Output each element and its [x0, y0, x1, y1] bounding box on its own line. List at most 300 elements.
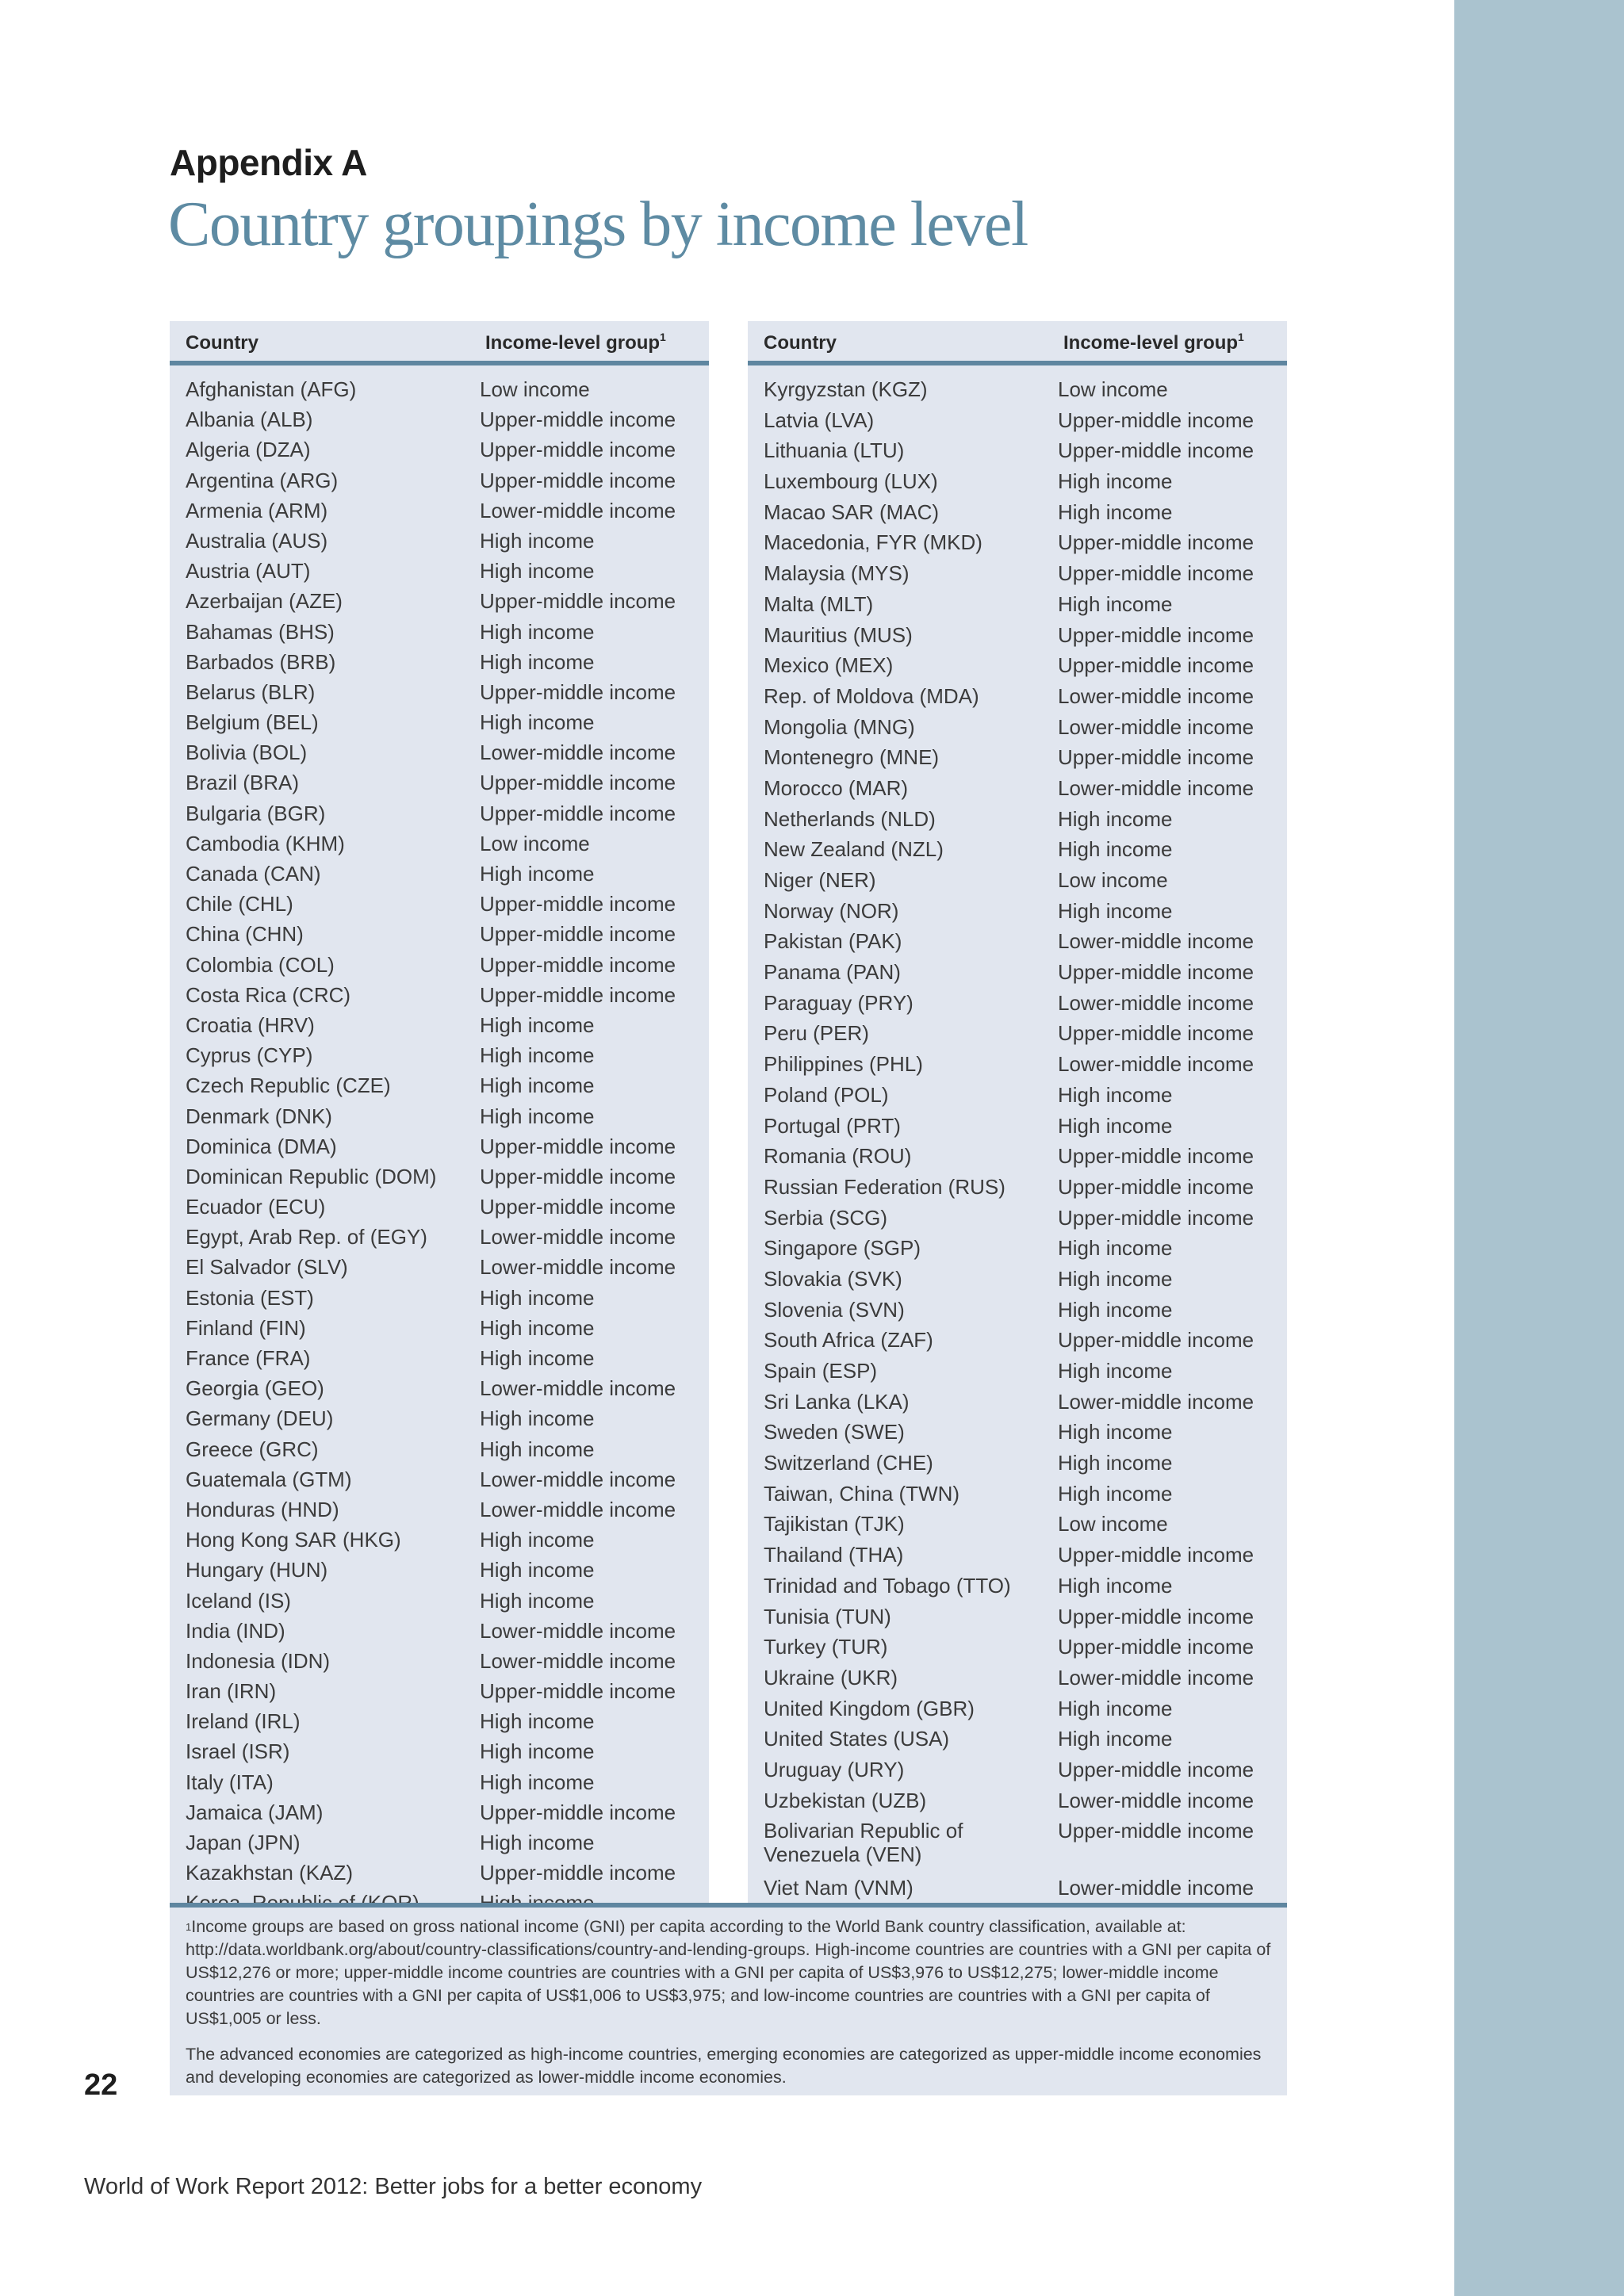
income-group-cell: High income [480, 1285, 595, 1310]
income-group-cell: Lower-middle income [1058, 1788, 1254, 1812]
country-cell: Mauritius (MUS) [764, 622, 913, 647]
country-cell: Slovenia (SVN) [764, 1297, 905, 1322]
income-group-cell: Low income [1058, 868, 1168, 892]
table-row [170, 1706, 709, 1736]
income-group-cell: Lower-middle income [1058, 775, 1254, 800]
income-group-cell: High income [480, 1709, 595, 1734]
table-row [170, 526, 709, 556]
table-row [170, 828, 709, 859]
table-row [170, 919, 709, 949]
country-cell: Croatia (HRV) [186, 1012, 315, 1037]
country-cell: India (IND) [186, 1618, 285, 1643]
table-row [748, 1264, 1287, 1295]
table-row [748, 957, 1287, 988]
income-group-cell: High income [480, 710, 595, 735]
table-row [170, 859, 709, 889]
table-row [170, 1858, 709, 1888]
income-group-cell: High income [480, 1315, 595, 1340]
country-cell: Hungary (HUN) [186, 1558, 328, 1582]
table-row [748, 1141, 1287, 1172]
country-cell: El Salvador (SLV) [186, 1255, 348, 1280]
table-row [170, 1222, 709, 1252]
country-cell: Latvia (LVA) [764, 408, 875, 432]
table-row [170, 1010, 709, 1040]
country-cell: Argentina (ARG) [186, 468, 339, 492]
income-group-cell: High income [480, 1739, 595, 1764]
table-row [170, 556, 709, 586]
income-group-cell: Upper-middle income [480, 1679, 676, 1704]
income-group-cell: Upper-middle income [1058, 438, 1254, 463]
income-group-cell: High income [1058, 1266, 1173, 1291]
income-table-left [170, 321, 709, 1904]
income-group-cell: High income [1058, 1727, 1173, 1751]
country-cell: Trinidad and Tobago (TTO) [764, 1573, 1011, 1598]
income-group-cell: Lower-middle income [1058, 683, 1254, 708]
income-group-cell: Upper-middle income [480, 1164, 676, 1188]
income-group-cell: High income [1058, 469, 1173, 494]
country-cell: Greece (GRC) [186, 1437, 319, 1461]
country-cell: Bulgaria (BGR) [186, 801, 326, 825]
country-cell: Algeria (DZA) [186, 438, 311, 462]
country-cell: Honduras (HND) [186, 1497, 339, 1521]
country-cell: Ecuador (ECU) [186, 1195, 326, 1219]
income-group-cell: Lower-middle income [480, 1497, 676, 1521]
country-cell: Indonesia (IDN) [186, 1648, 331, 1673]
table-row [748, 804, 1287, 835]
income-group-cell: High income [1058, 591, 1173, 616]
income-group-cell: Upper-middle income [1058, 745, 1254, 770]
country-cell: Azerbaijan (AZE) [186, 589, 343, 614]
income-group-cell: Upper-middle income [1058, 408, 1254, 432]
table-row [170, 1070, 709, 1100]
table-row [748, 681, 1287, 712]
country-cell: Morocco (MAR) [764, 775, 909, 800]
country-cell: Australia (AUS) [186, 528, 328, 553]
footnote-marker: 1 [186, 1921, 192, 1933]
income-group-cell: High income [480, 1558, 595, 1582]
table-row [748, 1693, 1287, 1724]
country-cell: Barbados (BRB) [186, 649, 336, 674]
country-cell: Norway (NOR) [764, 898, 899, 923]
side-color-band [1454, 0, 1624, 2296]
income-group-cell: Upper-middle income [480, 1134, 676, 1158]
table-row [170, 1283, 709, 1313]
country-cell: Taiwan, China (TWN) [764, 1481, 960, 1506]
country-cell: Pakistan (PAK) [764, 929, 902, 954]
country-cell: Bahamas (BHS) [186, 619, 335, 644]
country-cell: Niger (NER) [764, 868, 876, 892]
country-cell: Uruguay (URY) [764, 1757, 905, 1781]
country-cell: Colombia (COL) [186, 952, 335, 977]
income-group-cell: Upper-middle income [480, 408, 676, 432]
country-cell: Mongolia (MNG) [764, 714, 915, 739]
income-group-cell: High income [480, 1437, 595, 1461]
country-cell: Macao SAR (MAC) [764, 499, 940, 524]
country-cell: Netherlands (NLD) [764, 806, 936, 831]
table-row [170, 1434, 709, 1464]
table-row [170, 950, 709, 980]
income-group-cell: Upper-middle income [1058, 1819, 1254, 1843]
table-row [748, 497, 1287, 528]
table-row [170, 617, 709, 647]
table-footnote-box [170, 1903, 1287, 2095]
country-cell: Canada (CAN) [186, 862, 321, 886]
table-row [748, 1663, 1287, 1693]
income-group-cell: Upper-middle income [1058, 1604, 1254, 1628]
income-group-cell: Low income [480, 831, 590, 855]
table-row [170, 1040, 709, 1070]
table-row [748, 650, 1287, 681]
country-cell: Iran (IRN) [186, 1679, 277, 1704]
income-group-cell: High income [480, 619, 595, 644]
table-row [748, 435, 1287, 466]
column-header-country: Country [186, 332, 259, 354]
income-group-cell: Upper-middle income [480, 1861, 676, 1885]
income-group-cell: Lower-middle income [480, 740, 676, 765]
income-group-cell: Upper-middle income [1058, 530, 1254, 555]
income-group-cell: Upper-middle income [1058, 1543, 1254, 1567]
country-cell: Macedonia, FYR (MKD) [764, 530, 982, 555]
country-cell: Switzerland (CHE) [764, 1451, 933, 1475]
table-row [170, 1555, 709, 1585]
country-cell: Kyrgyzstan (KGZ) [764, 377, 928, 401]
income-group-cell: Upper-middle income [480, 679, 676, 704]
country-cell: South Africa (ZAF) [764, 1328, 933, 1353]
country-cell: Austria (AUT) [186, 559, 311, 584]
appendix-label: Appendix A [170, 142, 367, 183]
table-row [170, 737, 709, 767]
table-row [748, 405, 1287, 436]
table-row [748, 1325, 1287, 1356]
advanced-economies-note: The advanced economies are categorized as high-income countries, emerging economies are categorized as upper-middle income economies and developing economies are categorized as lower-middle income economies. [186, 2045, 1262, 2087]
income-group-cell: Upper-middle income [480, 801, 676, 825]
table-row [170, 374, 709, 404]
income-group-cell: Upper-middle income [480, 982, 676, 1007]
country-cell: Armenia (ARM) [186, 498, 328, 522]
income-group-cell: Upper-middle income [1058, 622, 1254, 647]
income-group-cell: Upper-middle income [1058, 1174, 1254, 1199]
table-row [748, 865, 1287, 896]
country-cell: Dominican Republic (DOM) [186, 1164, 437, 1188]
table-row [748, 1632, 1287, 1663]
table-row [170, 647, 709, 677]
income-group-cell: Upper-middle income [480, 1195, 676, 1219]
income-group-cell: Upper-middle income [1058, 1205, 1254, 1230]
income-group-cell: High income [480, 1012, 595, 1037]
table-row [748, 1080, 1287, 1111]
table-body-right [748, 365, 1287, 1904]
table-row [170, 434, 709, 465]
country-cell: Jamaica (JAM) [186, 1800, 324, 1824]
country-cell: Uzbekistan (UZB) [764, 1788, 927, 1812]
table-row [170, 1464, 709, 1494]
table-row [170, 767, 709, 798]
income-group-cell: High income [480, 1043, 595, 1068]
country-cell: Belgium (BEL) [186, 710, 319, 735]
country-cell: Kazakhstan (KAZ) [186, 1861, 353, 1885]
table-header [170, 321, 709, 365]
table-row [748, 466, 1287, 497]
income-group-cell: Upper-middle income [480, 922, 676, 947]
country-cell: Viet Nam (VNM) [764, 1876, 914, 1900]
table-row [748, 988, 1287, 1019]
country-cell: United States (USA) [764, 1727, 950, 1751]
table-row [170, 1827, 709, 1858]
table-row [748, 1601, 1287, 1632]
country-cell: Montenegro (MNE) [764, 745, 940, 770]
income-group-cell: High income [1058, 1696, 1173, 1720]
column-header-income-group: Income-level group$^1$ [1063, 331, 1244, 354]
income-group-cell: Lower-middle income [480, 1467, 676, 1491]
country-cell: Japan (JPN) [186, 1831, 301, 1854]
table-row [170, 980, 709, 1010]
table-row [748, 712, 1287, 743]
table-row [748, 1049, 1287, 1080]
country-cell: Sri Lanka (LKA) [764, 1389, 910, 1414]
income-group-cell: Upper-middle income [480, 438, 676, 462]
table-row [170, 404, 709, 434]
table-row [748, 1356, 1287, 1387]
income-group-cell: High income [1058, 1420, 1173, 1445]
income-group-cell: High income [1058, 1359, 1173, 1383]
income-group-cell: High income [1058, 1236, 1173, 1261]
table-row [748, 1571, 1287, 1601]
country-cell: Egypt, Arab Rep. of (EGY) [186, 1225, 427, 1249]
table-row [748, 1816, 1287, 1873]
country-cell: Portugal (PRT) [764, 1113, 901, 1138]
country-cell: Costa Rica (CRC) [186, 982, 351, 1007]
table-row [748, 1724, 1287, 1755]
income-group-cell: High income [480, 1073, 595, 1098]
table-row [748, 1448, 1287, 1479]
income-group-cell: High income [1058, 1297, 1173, 1322]
country-cell: Chile (CHL) [186, 892, 293, 916]
country-cell: Spain (ESP) [764, 1359, 878, 1383]
table-row [170, 1797, 709, 1827]
country-cell: Albania (ALB) [186, 408, 313, 432]
country-cell: New Zealand (NZL) [764, 837, 944, 862]
country-cell: Hong Kong SAR (HKG) [186, 1528, 401, 1552]
country-cell: Italy (ITA) [186, 1770, 274, 1794]
table-row [748, 1295, 1287, 1326]
country-cell: Paraguay (PRY) [764, 990, 914, 1015]
table-row [170, 1736, 709, 1766]
table-row [170, 1252, 709, 1282]
table-row [170, 1101, 709, 1131]
table-row [748, 1417, 1287, 1448]
income-group-cell: High income [480, 559, 595, 584]
income-group-cell: Upper-middle income [480, 1800, 676, 1824]
table-row [170, 1313, 709, 1343]
table-row [170, 586, 709, 616]
income-group-cell: High income [480, 1406, 595, 1431]
income-group-cell: Upper-middle income [480, 771, 676, 795]
table-row [170, 1343, 709, 1373]
income-group-cell: High income [1058, 1082, 1173, 1107]
country-cell: Guatemala (GTM) [186, 1467, 352, 1491]
country-cell: Bolivia (BOL) [186, 740, 308, 765]
income-group-cell: Low income [1058, 377, 1168, 401]
table-row [170, 465, 709, 496]
income-group-cell: High income [1058, 499, 1173, 524]
income-group-cell: Lower-middle income [1058, 714, 1254, 739]
table-row [170, 677, 709, 707]
income-group-cell: Upper-middle income [480, 589, 676, 614]
country-cell: Russian Federation (RUS) [764, 1174, 1005, 1199]
income-group-cell: High income [1058, 1451, 1173, 1475]
country-cell: Malta (MLT) [764, 591, 874, 616]
table-header [748, 321, 1287, 365]
table-row [748, 926, 1287, 957]
table-row [748, 1172, 1287, 1203]
table-row [748, 374, 1287, 405]
income-group-cell: Lower-middle income [1058, 929, 1254, 954]
table-row [748, 896, 1287, 927]
table-row [748, 1111, 1287, 1142]
income-group-cell: Upper-middle income [1058, 1144, 1254, 1169]
table-row [170, 1192, 709, 1222]
income-group-cell: High income [480, 1528, 595, 1552]
income-group-cell: Upper-middle income [480, 892, 676, 916]
table-row [748, 834, 1287, 865]
table-row [170, 1767, 709, 1797]
running-footer: World of Work Report 2012: Better jobs for a better economy [84, 2174, 703, 2199]
income-group-cell: Lower-middle income [1058, 1389, 1254, 1414]
income-group-cell: Low income [480, 377, 590, 401]
country-cell: Belarus (BLR) [186, 679, 316, 704]
income-group-cell: Lower-middle income [480, 1376, 676, 1401]
country-cell: Serbia (SCG) [764, 1205, 888, 1230]
income-group-cell: Lower-middle income [480, 1648, 676, 1673]
table-row [748, 1785, 1287, 1816]
table-row [748, 620, 1287, 651]
income-group-cell: High income [480, 649, 595, 674]
country-cell: United Kingdom (GBR) [764, 1696, 975, 1720]
table-row [170, 1161, 709, 1192]
income-group-cell: Upper-middle income [1058, 561, 1254, 586]
table-row [170, 1616, 709, 1646]
income-group-cell: Upper-middle income [480, 468, 676, 492]
income-group-cell: Lower-middle income [1058, 990, 1254, 1015]
country-cell: Romania (ROU) [764, 1144, 912, 1169]
income-group-cell: High income [480, 1346, 595, 1370]
column-header-income-group: Income-level group$^1$ [485, 331, 666, 354]
country-cell: Panama (PAN) [764, 960, 901, 985]
country-cell: Sweden (SWE) [764, 1420, 905, 1445]
country-cell: Tunisia (TUN) [764, 1604, 891, 1628]
income-group-cell: Lower-middle income [480, 498, 676, 522]
income-group-cell: High income [480, 1104, 595, 1128]
income-group-cell: High income [480, 1831, 595, 1854]
table-row [170, 1646, 709, 1676]
table-row [170, 1676, 709, 1706]
country-cell: Tajikistan (TJK) [764, 1512, 905, 1536]
table-row [748, 773, 1287, 804]
country-cell: Czech Republic (CZE) [186, 1073, 391, 1098]
country-cell: Iceland (IS) [186, 1588, 291, 1613]
income-group-cell: High income [1058, 1481, 1173, 1506]
country-cell: Cyprus (CYP) [186, 1043, 313, 1068]
country-cell: Luxembourg (LUX) [764, 469, 938, 494]
table-row [170, 496, 709, 526]
country-cell: Afghanistan (AFG) [186, 377, 357, 401]
country-cell: Peru (PER) [764, 1021, 869, 1046]
country-cell: Poland (POL) [764, 1082, 889, 1107]
table-row [748, 1479, 1287, 1510]
income-group-cell: Lower-middle income [480, 1618, 676, 1643]
income-group-cell: Lower-middle income [1058, 1876, 1254, 1900]
country-cell: Rep. of Moldova (MDA) [764, 683, 979, 708]
country-cell: Ukraine (UKR) [764, 1665, 898, 1689]
table-row [170, 1494, 709, 1525]
country-cell: Malaysia (MYS) [764, 561, 910, 586]
country-cell: Israel (ISR) [186, 1739, 290, 1764]
country-cell: Georgia (GEO) [186, 1376, 324, 1401]
table-row [170, 1403, 709, 1433]
income-group-cell: Upper-middle income [1058, 960, 1254, 985]
income-group-cell: Upper-middle income [1058, 1328, 1254, 1353]
country-cell: Lithuania (LTU) [764, 438, 905, 463]
table-row [748, 527, 1287, 558]
income-group-cell: High income [1058, 806, 1173, 831]
income-group-cell: Upper-middle income [1058, 1757, 1254, 1781]
table-row [748, 1540, 1287, 1571]
income-group-cell: Lower-middle income [480, 1255, 676, 1280]
income-group-cell: High income [1058, 1573, 1173, 1598]
column-header-country: Country [764, 332, 837, 354]
country-cell: Slovakia (SVK) [764, 1266, 902, 1291]
country-cell: Mexico (MEX) [764, 653, 894, 678]
country-cell: France (FRA) [186, 1346, 311, 1370]
table-row [170, 1525, 709, 1555]
country-cell: Cambodia (KHM) [186, 831, 345, 855]
footnote-marker: 1 [660, 331, 666, 343]
table-row [748, 742, 1287, 773]
table-row [748, 589, 1287, 620]
income-group-cell: Lower-middle income [480, 1225, 676, 1249]
page-title: Country groupings by income level [168, 189, 1028, 259]
page-number: 22 [84, 2068, 118, 2102]
income-group-cell: High income [1058, 898, 1173, 923]
country-cell: China (CHN) [186, 922, 304, 947]
table-row [170, 1586, 709, 1616]
table-row [170, 1373, 709, 1403]
income-group-cell: High income [480, 1770, 595, 1794]
table-row [170, 889, 709, 919]
table-row [748, 558, 1287, 589]
income-table-right [748, 321, 1287, 1904]
income-group-cell: Upper-middle income [480, 952, 676, 977]
country-cell: Estonia (EST) [186, 1285, 314, 1310]
table-row [170, 1131, 709, 1161]
footnote-marker: 1 [1238, 331, 1244, 343]
table-row [170, 798, 709, 828]
table-row [748, 1203, 1287, 1234]
income-group-cell: Upper-middle income [1058, 1635, 1254, 1659]
country-cell: Singapore (SGP) [764, 1236, 921, 1261]
country-cell: Thailand (THA) [764, 1543, 904, 1567]
income-group-cell: High income [480, 528, 595, 553]
table-row [748, 1018, 1287, 1049]
income-group-cell: Low income [1058, 1512, 1168, 1536]
country-cell: Germany (DEU) [186, 1406, 334, 1431]
table-body-left [170, 365, 709, 1919]
country-cell: Finland (FIN) [186, 1315, 306, 1340]
country-cell: Brazil (BRA) [186, 771, 300, 795]
income-group-cell: High income [1058, 1113, 1173, 1138]
income-group-cell: High income [1058, 837, 1173, 862]
table-row [748, 1509, 1287, 1540]
